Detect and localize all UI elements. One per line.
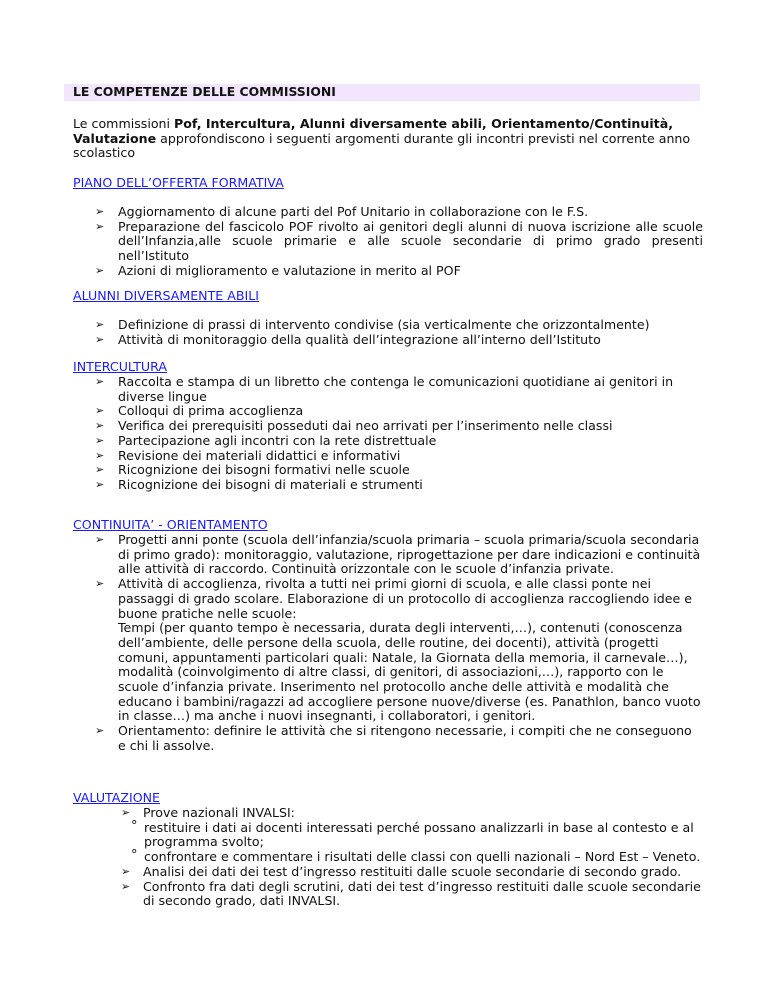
intro-commissions: Pof, Intercultura, Alunni diversamente abili, Orientamento/Continuità, Valutazione <box>73 116 673 146</box>
section-abili-heading[interactable] <box>73 289 703 304</box>
list-item <box>73 577 703 724</box>
section-intercultura-heading[interactable] <box>73 360 703 375</box>
list-item: ➢ Raccolta e stampa di un libretto che contenga le comunicazioni quotidiane ai genitori in diverse lingue <box>73 375 703 404</box>
list-item: ➢ Revisione dei materiali didattici e informativi <box>73 449 703 464</box>
sub-list-item: ° confrontare e commentare i risultati delle classi con quelli nazionali – Nord Est – Veneto. <box>73 850 703 865</box>
section-continuita-list <box>73 533 703 754</box>
list-item: ➢ Azioni di miglioramento e valutazione in merito al POF <box>73 264 703 279</box>
section-intercultura-link[interactable]: INTERCULTURA <box>73 359 167 374</box>
intro-rest: approfondiscono i seguenti argomenti durante gli incontri previsti nel corrente anno scolastico <box>73 130 691 161</box>
section-pof-link[interactable]: PIANO DELL’OFFERTA FORMATIVA <box>73 175 284 190</box>
list-item: ➢ Prove nazionali INVALSI: <box>73 806 703 821</box>
list-item: ➢ Aggiornamento di alcune parti del Pof Unitario in collaborazione con le F.S. <box>73 205 703 220</box>
section-continuita-heading[interactable] <box>73 518 703 533</box>
section-valutazione-list <box>73 806 703 909</box>
section-valutazione-heading[interactable] <box>73 791 703 806</box>
list-item: ➢ Preparazione del fascicolo POF rivolto ai genitori degli alunni di nuova iscrizione alle scuole dell’Infanzia,alle scuole primarie e alle scuole secondarie di primo grado presenti nell’Istituto <box>73 220 703 264</box>
list-item: ➢ Orientamento: definire le attività che si ritengono necessarie, i compiti che ne conseguono e chi li assolve. <box>73 724 703 753</box>
accoglienza-details: Tempi (per quanto tempo è necessaria, durata degli interventi,…), contenuti (conoscenza dell’ambiente, delle persone della scuola, delle routine, dei docenti), attività (progetti comuni, appuntamenti particolari quali: Natale, la Giornata della memoria, il carnevale…), modalità (coinvolgimento di altre classi, di genitori, di associazioni,…), rapporto con le scuole d’infanzia private. Inserimento nel protocollo anche delle attività e modalità che educano i bambini/ragazzi ad accogliere persone nuove/diverse (es. Panathlon, banco vuoto in classe…) ma anche i nuovi insegnanti, i collaboratori, i genitori. <box>118 620 701 724</box>
intro-lead: Le commissioni <box>73 116 175 131</box>
section-pof-heading[interactable] <box>73 176 703 191</box>
list-item: ➢ Progetti anni ponte (scuola dell’infanzia/scuola primaria – scuola primaria/scuola secondaria di primo grado): monitoraggio, valutazione, riprogettazione per dare indicazioni e continuità alle attività di raccordo. Continuità orizzontale con le scuole d’infanzia private. <box>73 533 703 577</box>
list-item: ➢ Partecipazione agli incontri con la rete distrettuale <box>73 434 703 449</box>
list-item: ➢ Confronto fra dati degli scrutini, dati dei test d’ingresso restituiti dalle scuole secondarie di secondo grado, dati INVALSI. <box>73 880 703 909</box>
list-item: ➢ Attività di monitoraggio della qualità dell’integrazione all’interno dell’Istituto <box>73 333 703 348</box>
sub-list-item: ° restituire i dati ai docenti interessati perché possano analizzarli in base al contesto e al programma svolto; <box>73 821 703 850</box>
list-item: ➢ Colloqui di prima accoglienza <box>73 404 703 419</box>
list-item: ➢ Definizione di prassi di intervento condivise (sia verticalmente che orizzontalmente) <box>73 318 703 333</box>
section-abili-list <box>73 318 703 347</box>
page-title: LE COMPETENZE DELLE COMMISSIONI <box>73 84 336 99</box>
list-item: ➢ Analisi dei dati dei test d’ingresso restituiti dalle scuole secondarie di secondo grado. <box>73 865 703 880</box>
list-item: ➢ Verifica dei prerequisiti posseduti dai neo arrivati per l’inserimento nelle classi <box>73 419 703 434</box>
section-continuita-link[interactable]: CONTINUITA’ - ORIENTAMENTO <box>73 517 268 532</box>
section-abili-link[interactable]: ALUNNI DIVERSAMENTE ABILI <box>73 288 259 303</box>
accoglienza-text: Attività di accoglienza, rivolta a tutti nei primi giorni di scuola, e alle classi ponte nei passaggi di grado scolare. Elaborazione di un protocollo di accoglienza raccogliendo idee e buone pratiche nelle scuole: <box>118 576 692 621</box>
list-item: ➢ Ricognizione dei bisogni di materiali e strumenti <box>73 478 703 493</box>
intro-paragraph <box>73 117 701 161</box>
section-valutazione-link[interactable]: VALUTAZIONE <box>73 790 160 805</box>
title-bar <box>64 84 700 101</box>
section-pof-list <box>73 205 703 279</box>
section-intercultura-list <box>73 375 703 493</box>
list-item: ➢ Ricognizione dei bisogni formativi nelle scuole <box>73 463 703 478</box>
